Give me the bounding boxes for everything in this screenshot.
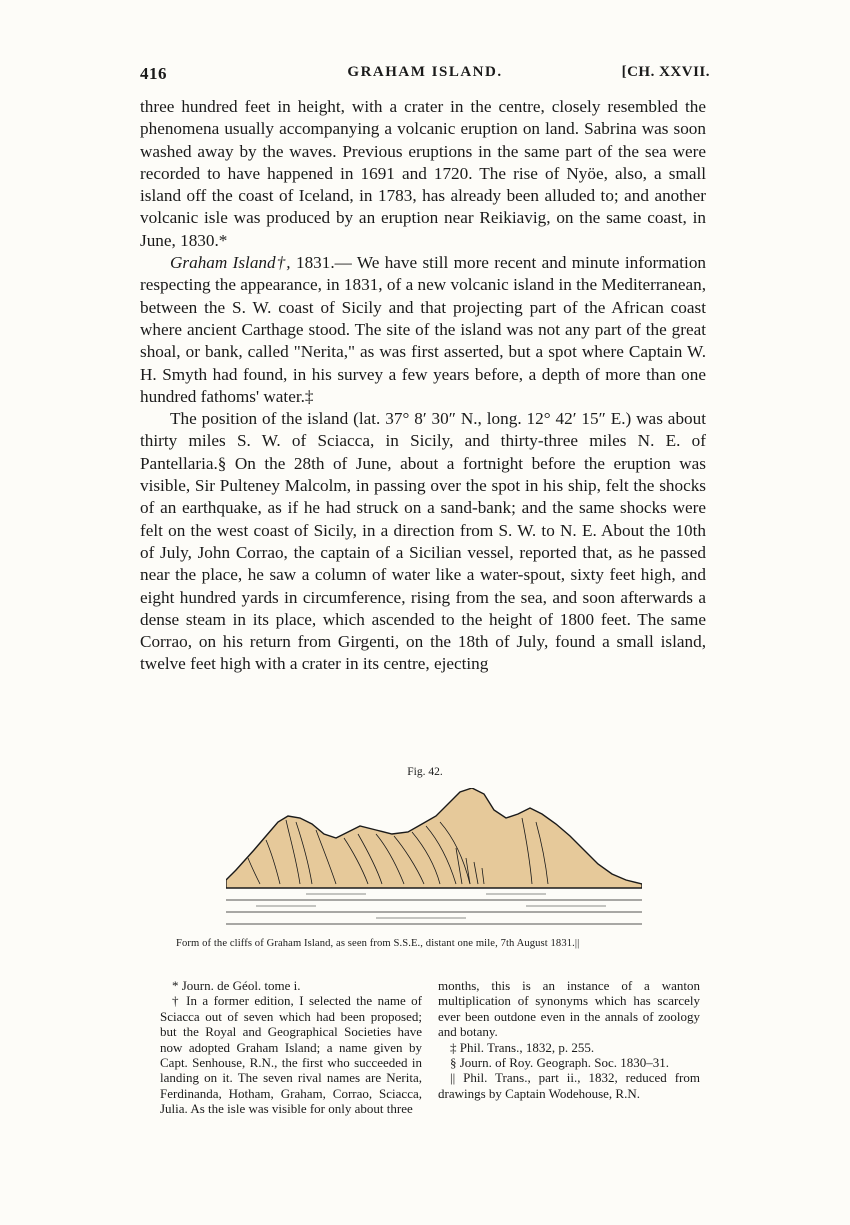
figure-label: Fig. 42.: [407, 766, 443, 778]
figure-caption: Form of the cliffs of Graham Island, as seen from S.S.E., distant one mile, 7th August 1831.||: [176, 938, 580, 949]
chapter-marker: [CH. XXVII.: [621, 64, 710, 80]
footnotes-left-column: [160, 978, 422, 1117]
section-heading: Graham Island†,: [170, 253, 291, 273]
footnote-parallel: || Phil. Trans., part ii., 1832, reduced from drawings by Captain Wodehouse, R.N.: [438, 1070, 700, 1101]
running-title: GRAHAM ISLAND.: [347, 64, 503, 80]
paragraph-2: [140, 252, 706, 408]
footnotes-right-column: [438, 978, 700, 1101]
page-header: [140, 64, 710, 90]
body-text: [140, 96, 706, 676]
cliff-silhouette: [226, 788, 642, 888]
footnote-double-dagger: ‡ Phil. Trans., 1832, p. 255.: [450, 1039, 595, 1055]
footnote-dagger: † In a former edition, I selected the name of Sciacca out of seven which had been proposed; but the Royal and Geographical Societies have now adopted Graham Island; a name given by Capt. Senhouse, R.N., the first who succeeded in landing on it. The seven rival names are Nerita, Ferdinanda, Hotham, Graham, Corrao, Sciacca, Julia. As the isle was visible for only about three: [160, 993, 422, 1117]
page-number: 416: [140, 64, 167, 83]
footnote-dagger-continued: months, this is an instance of a wanton multiplication of synonyms which has scarcely ever been outdone even in the annals of zoology and botany.: [438, 978, 700, 1040]
footnote-section: § Journ. of Roy. Geograph. Soc. 1830–31.: [450, 1055, 670, 1071]
sea-ripples: [256, 894, 606, 918]
cliffs-drawing: [226, 788, 642, 928]
paragraph-2-text: 1831.— We have still more recent and minute information respecting the appearance, in 1831, of a new volcanic island in the Mediterranean, between the S. W. coast of Sicily and that projecting part of the African coast where ancient Carthage stood. The site of the island was not any part of the great shoal, or bank, called "Nerita," as was first asserted, but a spot where Captain W. H. Smyth had found, in his survey a few years before, a depth of more than one hundred fathoms' water.‡: [140, 253, 707, 406]
figure-illustration: [226, 788, 642, 928]
paragraph-1: three hundred feet in height, with a crater in the centre, closely resembled the phenomena usually accompanying a volcanic eruption on land. Sabrina was soon washed away by the waves. Previous eruptions in the same part of the sea were recorded to have happened in 1691 and 1720. The rise of Nyöe, also, a small island off the coast of Iceland, in 1783, has already been alluded to; and another volcanic isle was produced by an eruption near Reikiavig, on the same coast, in June, 1830.*: [140, 97, 706, 250]
footnote-star: * Journ. de Géol. tome i.: [172, 978, 301, 993]
paragraph-3: The position of the island (lat. 37° 8′ 30″ N., long. 12° 42′ 15″ E.) was about thirty miles S. W. of Sciacca, in Sicily, and thirty-three miles N. E. of Pantellaria.§ On the 28th of June, about a fortnight before the eruption was visible, Sir Pulteney Malcolm, in passing over the spot in his ship, felt the shocks of an earthquake, as if he had struck on a sand-bank; and the same shocks were felt on the west coast of Sicily, in a direction from S. W. to N. E. About the 10th of July, John Corrao, the captain of a Sicilian vessel, reported that, as he passed near the place, he saw a column of water like a water-spout, sixty feet high, and eight hundred yards in circumference, rising from the sea, and soon afterwards a dense steam in its place, which ascended to the height of 1800 feet. The same Corrao, on his return from Girgenti, on the 18th of July, found a small island, twelve feet high with a crater in its centre, ejecting: [140, 409, 706, 674]
